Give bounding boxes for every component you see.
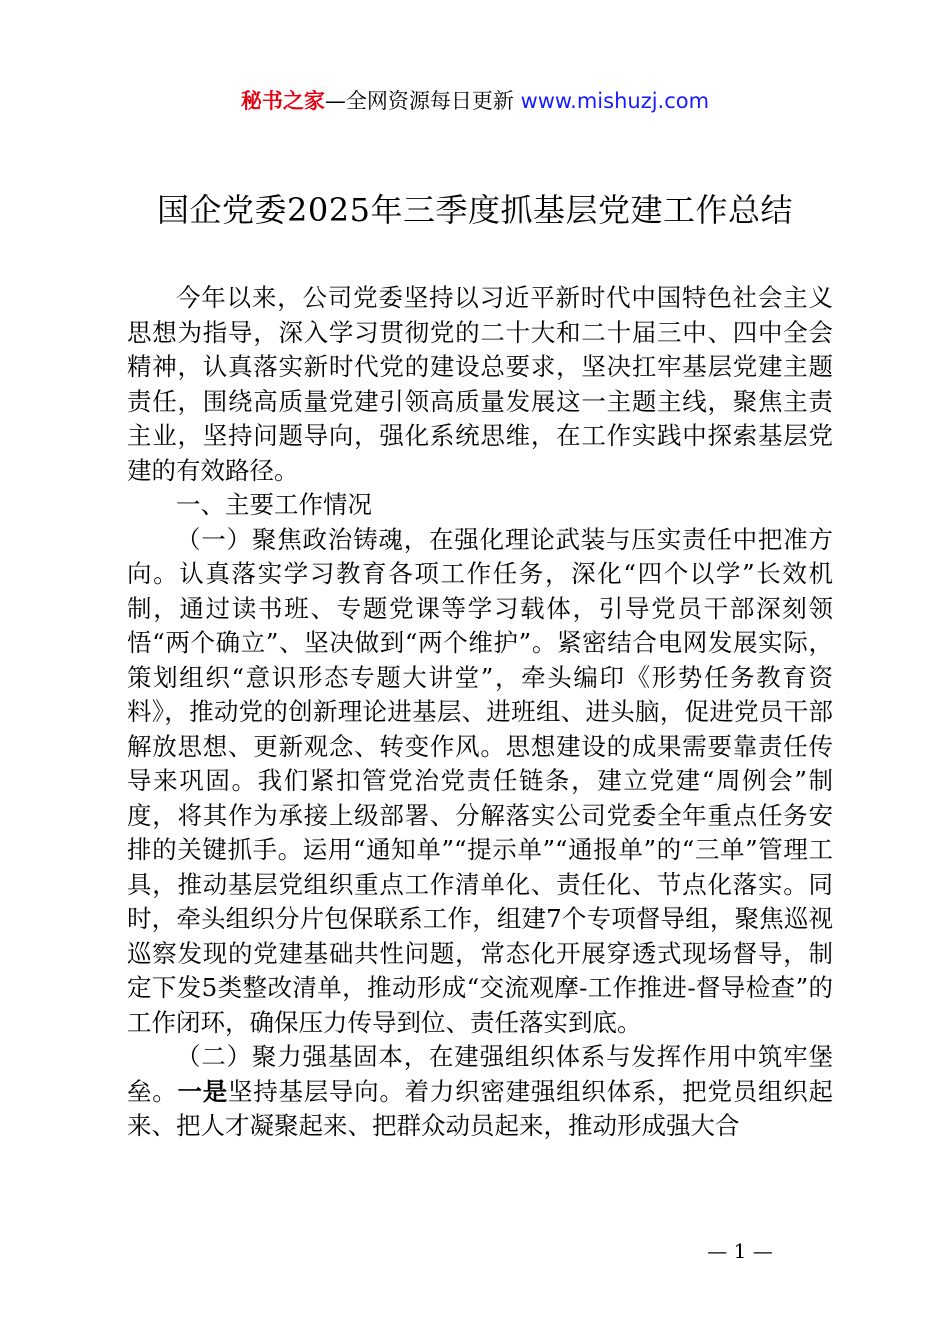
site-header	[0, 86, 950, 116]
brand-name: 秘书之家	[240, 89, 325, 113]
document-title: 国企党委2025年三季度抓基层党建工作总结	[157, 191, 793, 229]
paragraph-2-lead: （二）聚力强基固本，在建强组织体系与发挥作用中筑牢堡垒。	[127, 1042, 833, 1106]
site-url[interactable]: www.mishuzj.com	[520, 89, 710, 113]
document-body	[127, 281, 833, 1144]
paragraph-2-rest: 坚持基层导向。着力织密建强组织体系，把党员组织起来、把人才凝聚起来、把群众动员起来，推动形成强大合	[127, 1076, 834, 1140]
paragraph-2-bold: 一是	[177, 1076, 228, 1106]
intro-paragraph: 今年以来，公司党委坚持以习近平新时代中国特色社会主义思想为指导，深入学习贯彻党的二十大和二十届三中、四中全会精神，认真落实新时代党的建设总要求，坚决扛牢基层党建主题责任，围绕高质量党建引领高质量发展这一主题主线，聚焦主责主业，坚持问题导向，强化系统思维，在工作实践中探索基层党建的有效路径。	[127, 283, 833, 485]
header-slogan: —全网资源每日更新	[324, 89, 521, 113]
paragraph-2	[127, 1040, 833, 1144]
section-heading: 一、主要工作情况	[176, 490, 372, 519]
page-number: — 1 —	[707, 1239, 773, 1263]
paragraph-1: （一）聚焦政治铸魂，在强化理论武装与压实责任中把准方向。认真落实学习教育各项工作任务，深化“四个以学”长效机制，通过读书班、专题党课等学习载体，引导党员干部深刻领悟“两个确立”、坚决做到“两个维护”。紧密结合电网发展实际，策划组织“意识形态专题大讲堂”，牵头编印《形势任务教育资料》，推动党的创新理论进基层、进班组、进头脑，促进党员干部解放思想、更新观念、转变作风。思想建设的成果需要靠责任传导来巩固。我们紧扣管党治党责任链条，建立党建“周例会”制度，将其作为承接上级部署、分解落实公司党委全年重点任务安排的关键抓手。运用“通知单”“提示单”“通报单”的“三单”管理工具，推动基层党组织重点工作清单化、责任化、节点化落实。同时，牵头组织分片包保联系工作，组建7个专项督导组，聚焦巡视巡察发现的党建基础共性问题，常态化开展穿透式现场督导，制定下发5类整改清单，推动形成“交流观摩-工作推进-督导检查”的工作闭环，确保压力传导到位、责任落实到底。	[127, 524, 833, 1037]
